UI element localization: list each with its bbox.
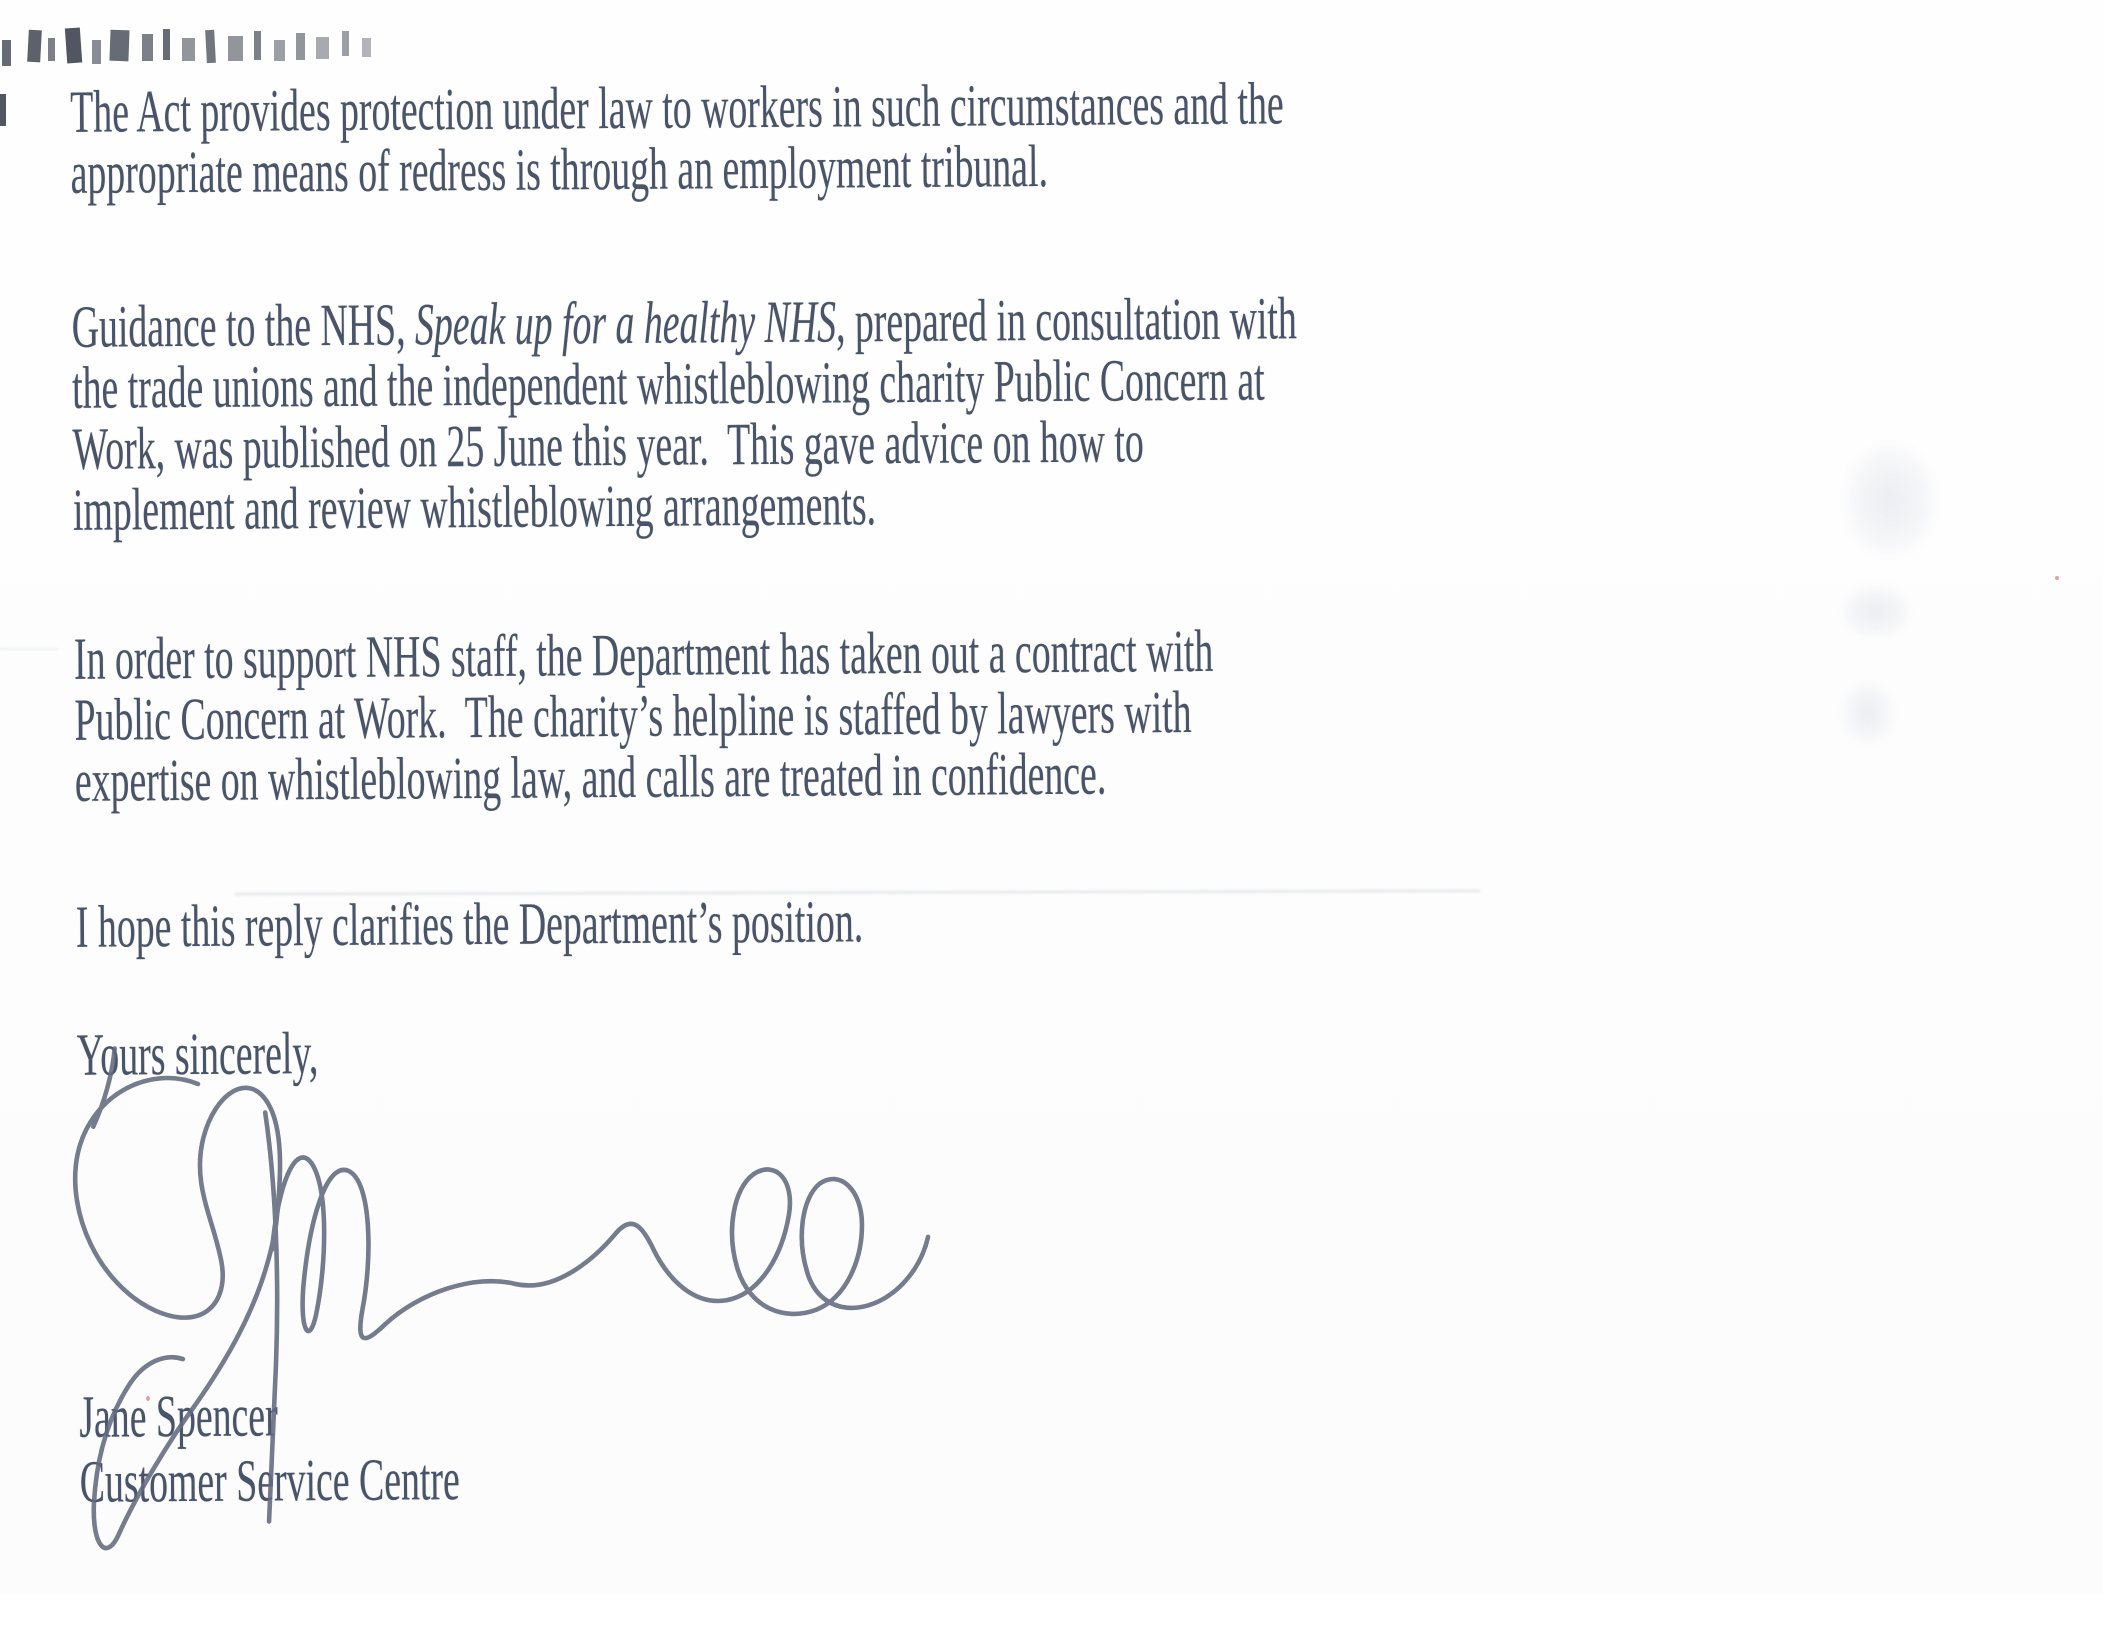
text-segment: Jane Spencer (79, 1382, 278, 1450)
signature-stroke (271, 1153, 928, 1339)
paragraph-closing-statement (76, 888, 1326, 958)
text-segment: implement and review whistleblowing arrangements. (72, 471, 877, 543)
text-segment: Public Concern at Work. The charity’s helpline is staffed by lawyers with (74, 679, 1192, 753)
signature-stroke (74, 1077, 282, 1548)
text-segment: Customer Service Centre (79, 1446, 460, 1515)
signature-stroke (265, 1112, 279, 1521)
text-segment: In order to support NHS staff, the Department has taken out a contract with (73, 617, 1214, 692)
text-segment: Work, was published on 25 June this year. This gave advice on how to (72, 408, 1145, 482)
text-line (74, 740, 1215, 814)
text-segment: the trade unions and the independent whistleblowing charity Public Concern at (71, 346, 1265, 421)
text-line (72, 410, 1298, 480)
text-segment: appropriate means of redress is through an employment tribunal. (70, 133, 1049, 206)
text-line (70, 133, 1284, 206)
paragraph-guidance (71, 283, 2017, 541)
text-segment: I hope this reply clarifies the Department’s position. (75, 888, 864, 960)
text-segment: , prepared in consultation with (835, 285, 1298, 355)
text-line (75, 888, 864, 960)
text-segment: Yours sincerely, (76, 1020, 319, 1088)
text-segment: Guidance to the NHS, (71, 291, 416, 360)
italic-title-text: Speak up for a healthy NHS (414, 288, 837, 358)
text-segment: The Act provides protection under law to workers in such circumstances and the (69, 70, 1284, 145)
text-segment: expertise on whistleblowing law, and calls are treated in confidence. (74, 740, 1107, 814)
paragraph-act-protection (69, 68, 1997, 206)
signature (51, 1008, 1015, 1635)
text-line (73, 471, 1299, 541)
paragraph-support-contract (74, 616, 1884, 812)
text-line (69, 70, 1284, 145)
